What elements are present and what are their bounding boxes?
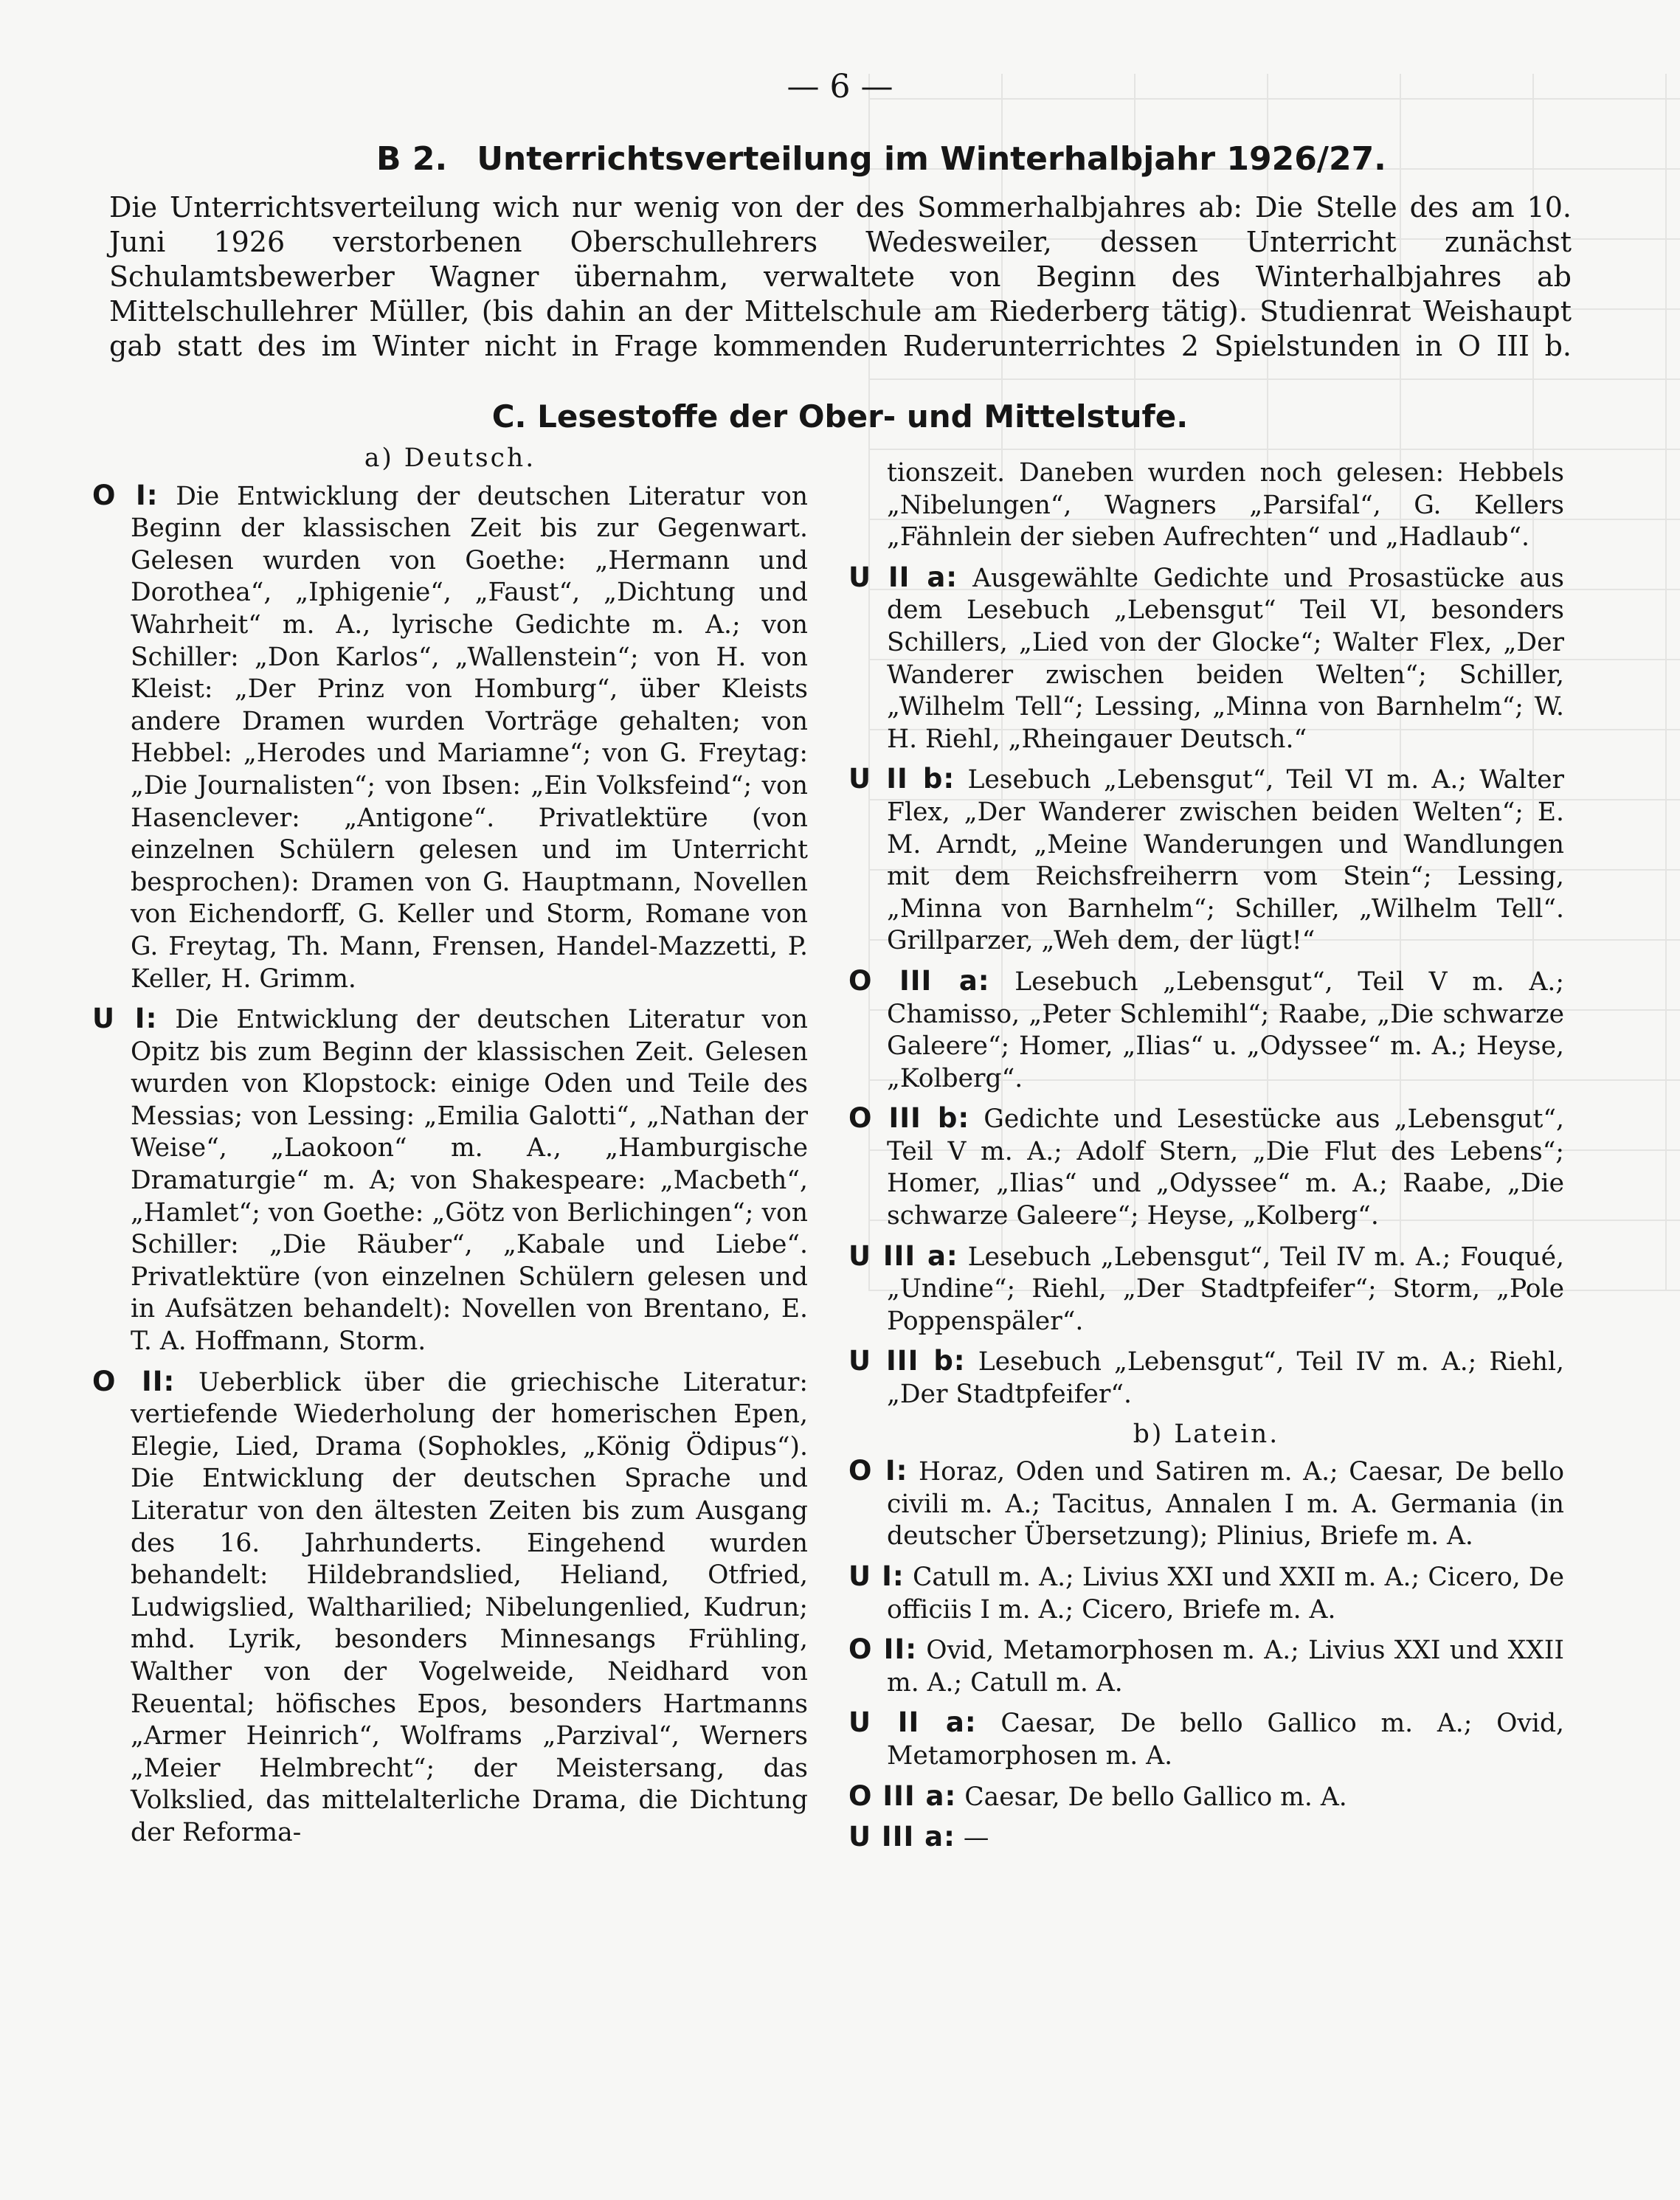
entry-text: Ausgewählte Gedichte und Prosastücke aus dem Lesebuch „Lebensgut“ Teil VI, besonders Schillers, „Lied von der Glocke“; Walter Flex, „Der Wanderer zwischen beiden Welten“; Schiller, „Wilhelm Tell“; Lessing, „Minna von Barnhelm“; W. H. Riehl, „Rheingauer Deutsch.“: [887, 563, 1564, 754]
entry-text: Ueberblick über die griechische Literatur: vertiefende Wiederholung der homerischen Epen, Elegie, Lied, Drama (Sophokles, „König Ödipus“). Die Entwicklung der deutschen Sprache und Literatur von den ältesten Zeiten bis zum Ausgang des 16. Jahrhunderts. Eingehend wurden behandelt: Hildebrandslied, Heliand, Otfried, Ludwigslied, Waltharilied; Nibelungenlied, Kudrun; mhd. Lyrik, besonders Minnesangs Frühling, Walther von der Vogelweide, Neidhard von Reuental; höfisches Epos, besonders Hartmanns „Armer Heinrich“, Wolframs „Parzival“, Werners „Meier Helmbrecht“; der Meistersang, das Volkslied, das mittelalterliche Drama, die Dichtung der Reforma-: [131, 1367, 808, 1847]
class-label: U I:: [848, 1560, 905, 1592]
section-c-heading: C. Lesestoffe der Ober- und Mittelstufe.: [491, 398, 1189, 435]
latein-entry: [848, 1560, 1564, 1626]
section-b-number: B 2.: [376, 140, 448, 178]
class-label: U III a:: [848, 1821, 955, 1853]
entry-text: Lesebuch „Lebensgut“, Teil IV m. A.; Riehl, „Der Stadtpfeifer“.: [887, 1347, 1565, 1410]
entry-text: Caesar, De bello Gallico m. A.; Ovid, Metamorphosen m. A.: [887, 1709, 1564, 1771]
deutsch-entry: [848, 763, 1564, 958]
deutsch-entries-left: [92, 480, 808, 1850]
deutsch-entry: [92, 1366, 808, 1850]
deutsch-subheading: a) Deutsch.: [364, 443, 536, 473]
deutsch-entry: [92, 480, 808, 996]
section-b-title: Unterrichtsverteilung im Winterhalbjahr 1926/27.: [477, 140, 1386, 178]
latein-entry: [848, 1706, 1564, 1772]
class-label: O III a:: [848, 1779, 957, 1812]
latein-entry: [848, 1455, 1564, 1553]
class-label: O II:: [848, 1633, 917, 1666]
entry-text: Lesebuch „Lebensgut“, Teil V m. A.; Chamisso, „Peter Schlemihl“; Raabe, „Die schwarze Galeere“; Homer, „Ilias“ u. „Odyssee“ m. A.; Heyse, „Kolberg“.: [887, 966, 1565, 1093]
entry-text: Catull m. A.; Livius XXI und XXII m. A.; Cicero, De officiis I m. A.; Cicero, Briefe m. A.: [887, 1563, 1564, 1625]
class-label: U I:: [92, 1003, 158, 1035]
deutsch-entry: [848, 1345, 1564, 1411]
class-label: O I:: [848, 1455, 908, 1487]
class-label: O III a:: [848, 964, 990, 997]
class-label: O III b:: [848, 1102, 970, 1135]
latein-entry: [848, 1780, 1564, 1814]
latein-entry: [848, 1821, 1564, 1855]
entry-text: Lesebuch „Lebensgut“, Teil VI m. A.; Walter Flex, „Der Wanderer zwischen beiden Welten“; E. M. Arndt, „Meine Wanderungen und Wandlungen mit dem Reichsfreiherrn vom Stein“; Lessing, „Minna von Barnhelm“; Schiller, „Wilhelm Tell“. Grillparzer, „Weh dem, der lügt!“: [887, 765, 1564, 956]
deutsch-entry: [92, 1003, 808, 1358]
deutsch-entries-right: [848, 561, 1564, 1411]
entry-text: Die Entwicklung der deutschen Literatur von Beginn der klassischen Zeit bis zur Gegenwart. Gelesen wurden von Goethe: „Hermann und Dorothea“, „Iphigenie“, „Faust“, „Dichtung und Wahrheit“ m. A., lyrische Gedichte m. A.; von Schiller: „Don Karlos“, „Wallenstein“; von H. von Kleist: „Der Prinz von Homburg“, über Kleists andere Dramen wurden Vorträge gehalten; von Hebbel: „Herodes und Mariamne“; von G. Freytag: „Die Journalisten“; von Ibsen: „Ein Volksfeind“; von Hasenclever: „Antigone“. Privatlektüre (von einzelnen Schülern gelesen und im Unterricht besprochen): Dramen von G. Hauptmann, Novellen von Eichendorff, G. Keller und Storm, Romane von G. Freytag, Th. Mann, Frensen, Handel-Mazzetti, P. Keller, H. Grimm.: [131, 481, 808, 994]
entry-text: Ovid, Metamorphosen m. A.; Livius XXI und XXII m. A.; Catull m. A.: [887, 1636, 1564, 1698]
class-label: U III b:: [848, 1345, 966, 1377]
deutsch-entry: [848, 1240, 1564, 1338]
left-column: [92, 443, 808, 1857]
deutsch-entry: [848, 561, 1564, 756]
class-label: U II b:: [848, 763, 955, 795]
section-b-paragraph: Die Unterrichtsverteilung wich nur wenig von der des Sommerhalbjahres ab: Die Stelle des am 10. Juni 1926 verstorbenen Oberschullehrers Wedesweiler, dessen Unterricht zunächst Schulamtsbewerber Wagner übernahm, verwaltete von Beginn des Winterhalbjahres ab Mittelschullehrer Müller, (bis dahin an der Mittelschule am Riederberg tätig). Studienrat Weishaupt gab statt des im Winter nicht in Frage kommenden Ruderunterrichtes 2 Spielstunden in O III b.: [109, 191, 1572, 362]
section-b-heading: [376, 140, 1386, 178]
entry-text: Caesar, De bello Gallico m. A.: [964, 1782, 1347, 1812]
latein-entry: [848, 1633, 1564, 1699]
class-label: U III a:: [848, 1239, 958, 1272]
class-label: O II:: [92, 1365, 176, 1397]
entry-text: Horaz, Oden und Satiren m. A.; Caesar, De bello civili m. A.; Tacitus, Annalen I m. A. Germania (in deutscher Übersetzung); Plinius, Briefe m. A.: [887, 1457, 1564, 1552]
deutsch-entry: [848, 1102, 1564, 1232]
entry-text: Die Entwicklung der deutschen Literatur von Opitz bis zum Beginn der klassischen Zeit. Gelesen wurden von Klopstock: einige Oden und Teile des Messias; von Lessing: „Emilia Galotti“, „Nathan der Weise“, „Laokoon“ m. A., „Hamburgische Dramaturgie“ m. A; von Shakespeare: „Macbeth“, „Hamlet“; von Goethe: „Götz von Berlichingen“; von Schiller: „Die Räuber“, „Kabale und Liebe“. Privatlektüre (von einzelnen Schülern gelesen und in Aufsätzen behandelt): Novellen von Brentano, E. T. A. Hoffmann, Storm.: [131, 1005, 808, 1357]
latein-subheading: b) Latein.: [1133, 1419, 1280, 1449]
page-number: — 6 —: [787, 68, 893, 105]
right-column: [848, 457, 1564, 1862]
deutsch-continuation: tionszeit. Daneben wurden noch gelesen: Hebbels „Nibelungen“, Wagners „Parsifal“, G. Kellers „Fähnlein der sieben Aufrechten“ und „Hadlaub“.: [887, 458, 1564, 553]
deutsch-entry: [848, 965, 1564, 1095]
entry-text: Lesebuch „Lebensgut“, Teil IV m. A.; Fouqué, „Undine“; Riehl, „Der Stadtpfeifer“; Storm, „Pole Poppenspäler“.: [887, 1242, 1564, 1336]
entry-text: —: [963, 1823, 989, 1853]
section-b-text-block: [109, 190, 1572, 364]
latein-entries: [848, 1455, 1564, 1855]
entry-text: Gedichte und Lesestücke aus „Lebensgut“, Teil V m. A.; Adolf Stern, „Die Flut des Lebens“; Homer, „Ilias“ und „Odyssee“ m. A.; Raabe, „Die schwarze Galeere“; Heyse, „Kolberg“.: [887, 1104, 1564, 1231]
class-label: O I:: [92, 479, 159, 511]
class-label: U II a:: [848, 1706, 977, 1739]
class-label: U II a:: [848, 561, 958, 593]
